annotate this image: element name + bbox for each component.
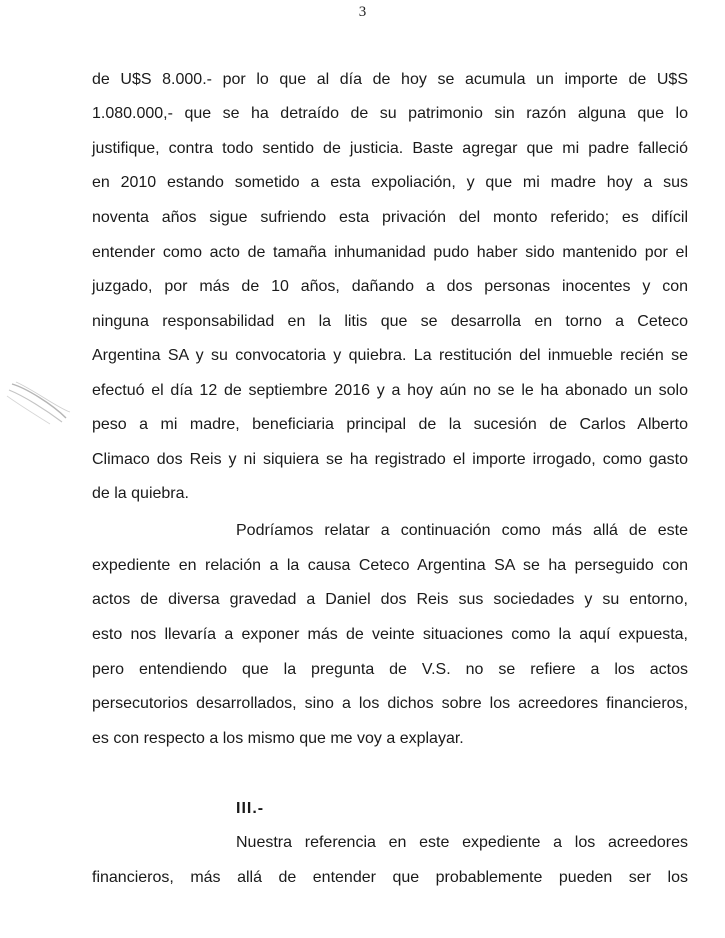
- text-line: Climaco dos Reis y ni siquiera se ha registrado el importe irrogado, como gasto: [92, 451, 688, 468]
- text-line: esto nos llevaría a exponer más de veinte situaciones como la aquí expuesta,: [92, 626, 688, 643]
- page-number: 3: [358, 4, 367, 20]
- text-line: ninguna responsabilidad en la litis que se desarrolla en torno a Ceteco: [92, 313, 688, 330]
- text-line: peso a mi madre, beneficiaria principal de la sucesión de Carlos Alberto: [92, 416, 688, 433]
- text-line: Podríamos relatar a continuación como más allá de este: [236, 522, 688, 539]
- text-line: en 2010 estando sometido a esta expoliación, y que mi madre hoy a sus: [92, 174, 688, 191]
- text-line: juzgado, por más de 10 años, dañando a dos personas inocentes y con: [92, 278, 688, 295]
- text-line: es con respecto a los mismo que me voy a explayar.: [92, 730, 464, 747]
- text-line: actos de diversa gravedad a Daniel dos Reis sus sociedades y su entorno,: [92, 591, 688, 608]
- text-line: efectuó el día 12 de septiembre 2016 y a hoy aún no se le ha abonado un solo: [92, 382, 688, 399]
- text-line: Argentina SA y su convocatoria y quiebra. La restitución del inmueble recién se: [92, 347, 688, 364]
- text-line: pero entendiendo que la pregunta de V.S. no se refiere a los actos: [92, 661, 688, 678]
- text-line: expediente en relación a la causa Ceteco Argentina SA se ha perseguido con: [92, 557, 688, 574]
- text-line: justifique, contra todo sentido de justicia. Baste agregar que mi padre falleció: [92, 140, 688, 157]
- text-line: de U$S 8.000.- por lo que al día de hoy se acumula un importe de U$S: [92, 71, 688, 88]
- text-line: 1.080.000,- que se ha detraído de su patrimonio sin razón alguna que lo: [92, 105, 688, 122]
- text-line: noventa años sigue sufriendo esta privación del monto referido; es difícil: [92, 209, 688, 226]
- text-line: de la quiebra.: [92, 485, 189, 502]
- section-heading: III.-: [236, 800, 265, 817]
- text-line: Nuestra referencia en este expediente a los acreedores: [236, 834, 688, 851]
- margin-scribble-icon: [4, 378, 74, 428]
- text-line: financieros, más allá de entender que probablemente pueden ser los: [92, 869, 688, 886]
- text-line: entender como acto de tamaña inhumanidad pudo haber sido mantenido por el: [92, 244, 688, 261]
- text-line: persecutorios desarrollados, sino a los dichos sobre los acreedores financieros,: [92, 695, 688, 712]
